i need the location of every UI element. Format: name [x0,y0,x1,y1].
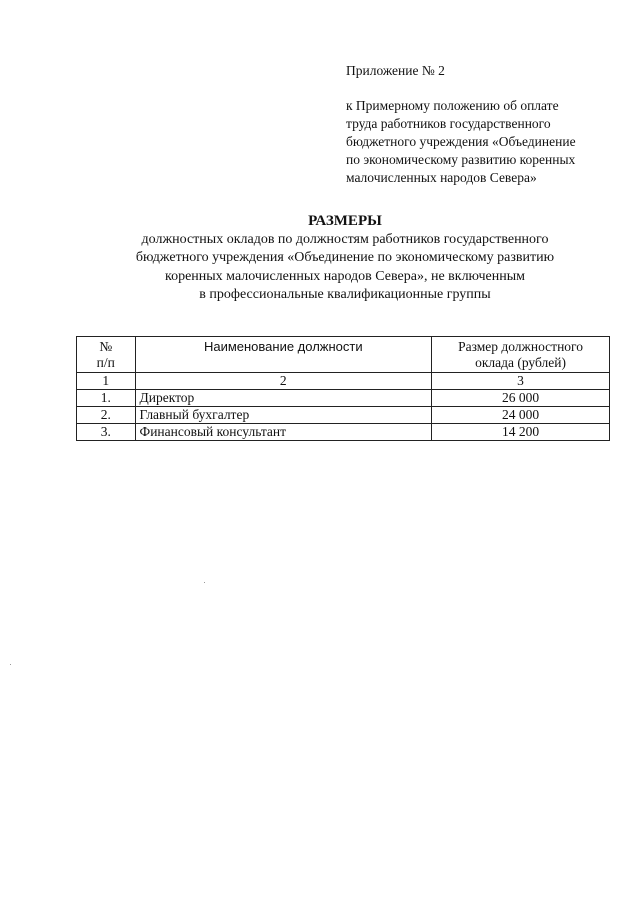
table-header-row [77,337,610,373]
header-num-line: № [99,339,113,354]
document-subtitle [60,231,630,305]
row-salary: 14 200 [432,424,610,441]
column-number: 2 [135,373,432,390]
column-number: 1 [77,373,136,390]
scan-speck [204,582,205,583]
header-num-line: п/п [96,355,115,370]
row-salary: 24 000 [432,407,610,424]
row-num: 2. [77,407,136,424]
subtitle-line: бюджетного учреждения «Объединение по экономическому развитию [135,250,555,265]
annex-block [346,62,626,187]
row-num: 3. [77,424,136,441]
subtitle-line: в профессиональные квалификационные группы [199,287,491,302]
header-position: Наименование должности [135,337,432,373]
subtitle-line: коренных малочисленных народов Севера», не включенным [164,268,525,284]
column-number-row [77,373,610,390]
header-salary-line: оклада (рублей) [475,355,566,370]
row-num: 1. [77,390,136,407]
annex-reference-line: малочисленных народов Севера» [346,170,537,185]
document-title: РАЗМЕРЫ [308,213,382,229]
annex-reference [346,97,626,187]
row-position: Директор [135,390,432,407]
row-salary: 26 000 [432,390,610,407]
header-salary-line: Размер должностного [458,339,583,354]
header-num [77,337,136,373]
document-heading [60,212,630,305]
column-number: 3 [432,373,610,390]
table-row [77,424,610,441]
annex-reference-line: бюджетного учреждения «Объединение [346,134,576,149]
table-row [77,407,610,424]
table-row [77,390,610,407]
annex-reference-line: по экономическому развитию коренных [346,152,576,167]
annex-reference-line: труда работников государственного [346,116,551,131]
salary-table [76,336,610,441]
annex-reference-line: к Примерному положению об оплате [346,98,559,113]
row-position: Главный бухгалтер [135,407,432,424]
header-salary [432,337,610,373]
row-position: Финансовый консультант [135,424,432,441]
subtitle-line: должностных окладов по должностям работников государственного [141,231,549,247]
scan-speck [10,664,11,665]
annex-title: Приложение № 2 [346,63,445,78]
